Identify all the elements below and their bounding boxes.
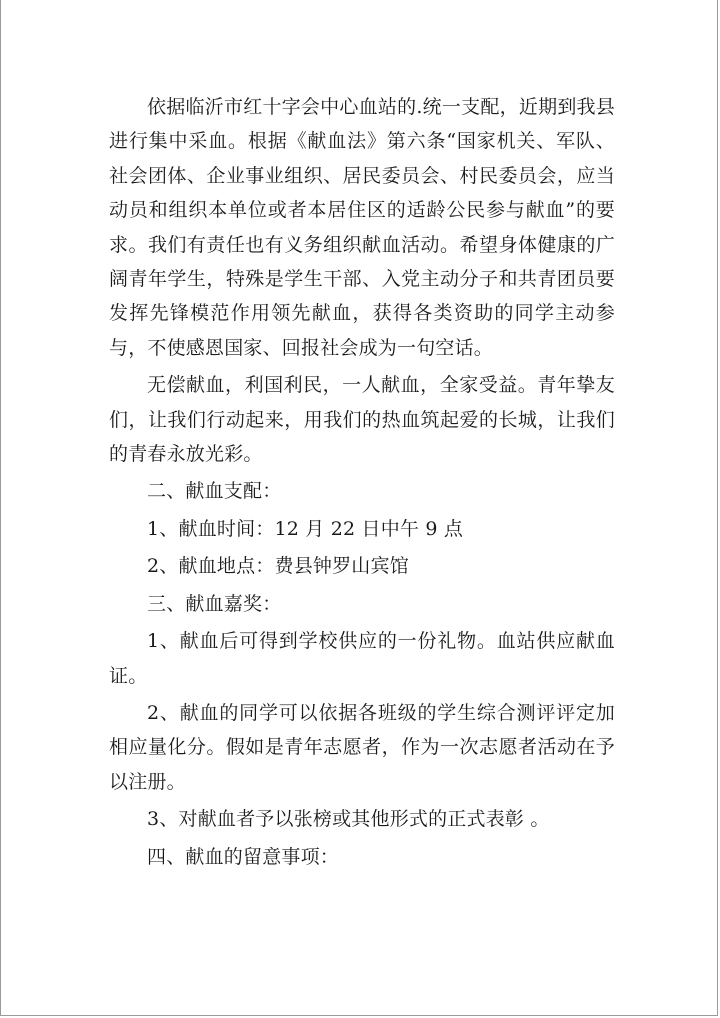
section-heading-arrangement: 二、献血支配： (147, 480, 282, 503)
section-heading-rewards: 三、献血嘉奖： (147, 592, 282, 615)
list-item-location: 2、献血地点：费县钟罗山宾馆 (147, 555, 409, 578)
section-heading-notes: 四、献血的留意事项： (147, 845, 340, 868)
list-item-time: 1、献血时间：12 月 22 日中午 9 点 (147, 517, 464, 540)
paragraph-appeal: 无偿献血，利国利民，一人献血，全家受益。青年挚友们，让我们行动起来，用我们的热血筑起爱的长城，让我们的青春永放光彩。 (109, 374, 615, 466)
document-body (109, 90, 615, 877)
list-item-reward-points: 2、献血的同学可以依据各班级的学生综合测评评定加相应量化分。假如是青年志愿者，作为一次志愿者活动在予以注册。 (109, 701, 615, 793)
list-item-reward-gift: 1、献血后可得到学校供应的一份礼物。血站供应献血证。 (109, 630, 615, 687)
paragraph-intro: 依据临沂市红十字会中心血站的.统一支配，近期到我县进行集中采血。根据《献血法》第六条“国家机关、军队、社会团体、企业事业组织、居民委员会、村民委员会，应当动员和组织本单位或者本居住区的适龄公民参与献血”的要求。我们有责任也有义务组织献血活动。希望身体健康的广阔青年学生，特殊是学生干部、入党主动分子和共青团员要发挥先锋模范作用领先献血，获得各类资助的同学主动参与，不使感恩国家、回报社会成为一句空话。 (109, 96, 615, 359)
list-item-reward-commendation: 3、对献血者予以张榜或其他形式的正式表彰 。 (147, 808, 550, 831)
